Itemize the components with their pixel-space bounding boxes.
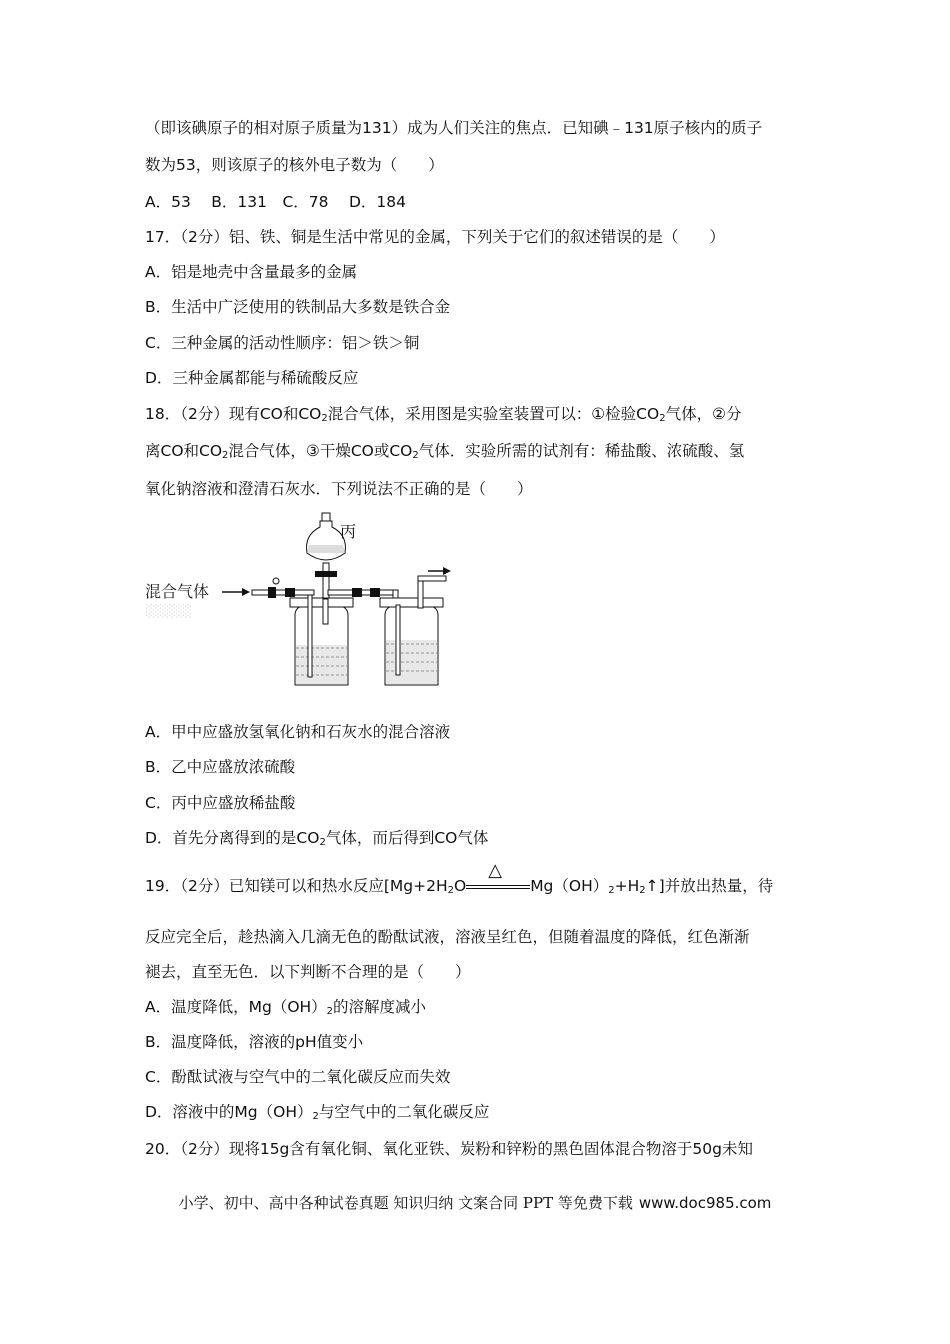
heat-symbol: △: [488, 860, 503, 881]
q16-line-2: 数为53，则该原子的核外电子数为（ ）: [145, 156, 444, 174]
clip-handle: [273, 578, 279, 584]
q17-stem: 17．（2分）铝、铁、铜是生活中常见的金属，下列关于它们的叙述错误的是（ ）: [145, 228, 725, 246]
inlet-tube: [252, 590, 314, 595]
q18-option-a: A．甲中应盛放氢氧化钠和石灰水的混合溶液: [145, 723, 451, 741]
reaction-condition: [466, 860, 530, 891]
q17-option-b: B．生活中广泛使用的铁制品大多数是铁合金: [145, 298, 451, 316]
q20-line-1: 20．（2分）现将15g含有氧化铜、氧化亚铁、炭粉和锌粉的黑色固体混合物溶于50g未知: [145, 1140, 753, 1158]
q19-option-c: C．酚酞试液与空气中的二氧化碳反应而失效: [145, 1068, 451, 1086]
outlet-arrow-head: [443, 567, 451, 575]
q19-option-b: B．温度降低，溶液的pH值变小: [145, 1033, 364, 1051]
q18-option-b: B．乙中应盛放浓硫酸: [145, 758, 296, 776]
page-footer: [0, 1192, 950, 1213]
funnel-stopper: [322, 513, 330, 521]
inlet-arrow-head: [242, 588, 250, 596]
q19-line-2: 反应完全后，趁热滴入几滴无色的酚酞试液，溶液呈红色，但随着温度的降低，红色渐渐: [145, 928, 750, 946]
funnel-liquid: [307, 545, 345, 553]
connector-2: [370, 588, 380, 597]
gas-mixture-label: 混合气体: [145, 582, 210, 601]
bottle-yi-stopper: [380, 598, 443, 607]
q17-option-d: D．三种金属都能与稀硫酸反应: [145, 369, 359, 387]
funnel-stopcock: [315, 571, 337, 577]
bottle-jia-liquid: [296, 645, 347, 684]
footer-url[interactable]: www.doc985.com: [638, 1194, 772, 1212]
bottle-jia-long-tube: [308, 595, 312, 677]
q19-line-3: 褪去，直至无色．以下判断不合理的是（ ）: [145, 963, 471, 981]
gas-apparatus-figure: [140, 505, 460, 700]
q17-option-a: A．铝是地壳中含量最多的金属: [145, 263, 358, 281]
q18-line-1: 18．（2分）现有CO和$CO_2$混合气体，采用图是实验室装置可以：①检验$CO_2$气体，②分: [145, 405, 742, 424]
connector-1: [352, 588, 362, 597]
q18-option-c: C．丙中应盛放稀盐酸: [145, 794, 296, 812]
outlet-tube-vertical: [418, 578, 423, 608]
bottle-yi-long-tube: [396, 605, 400, 675]
q19-option-d: D．溶液中的$Mg(OH)_2$与空气中的二氧化碳反应: [145, 1103, 490, 1122]
inlet-clamp: [268, 587, 276, 598]
bottle-jia-stopper: [290, 598, 353, 607]
q18-line-3: 氧化钠溶液和澄清石灰水．下列说法不正确的是（ ）: [145, 480, 533, 498]
funnel-bottom: [307, 553, 345, 560]
q19-line-1: 19．（2分）已知镁可以和热水反应[$Mg+2H_2O$ △ $Mg(OH)_2+H_2↑$]并放出热量，待: [145, 860, 774, 896]
q19-option-a: A．温度降低，$Mg(OH)_2$的溶解度减小: [145, 998, 427, 1017]
q17-option-c: C．三种金属的活动性顺序：铝＞铁＞铜: [145, 334, 420, 352]
q16-line-1: （即该碘原子的相对原子质量为131）成为人们关注的焦点．已知碘﹣131原子核内的质子: [145, 119, 763, 137]
q18-option-d: D．首先分离得到的是$CO_2$气体，而后得到CO气体: [145, 829, 489, 848]
inlet-connector: [285, 588, 295, 597]
label-shadow: ░░░░░: [146, 604, 193, 618]
outlet-tube-horizontal: [418, 576, 446, 581]
q16-options: A．53 B．131 C．78 D．184: [145, 193, 406, 211]
bottle-jia-funnel-tube: [323, 599, 328, 624]
footer-text: 小学、初中、高中各种试卷真题 知识归纳 文案合同 PPT 等免费下载: [178, 1194, 633, 1212]
q18-line-2: 离CO和$CO_2$混合气体，③干燥CO或$CO_2$气体．实验所需的试剂有：稀盐酸、浓硫酸、氢: [145, 442, 745, 461]
label-bing: 丙: [340, 522, 357, 541]
connecting-tube: [328, 590, 398, 595]
